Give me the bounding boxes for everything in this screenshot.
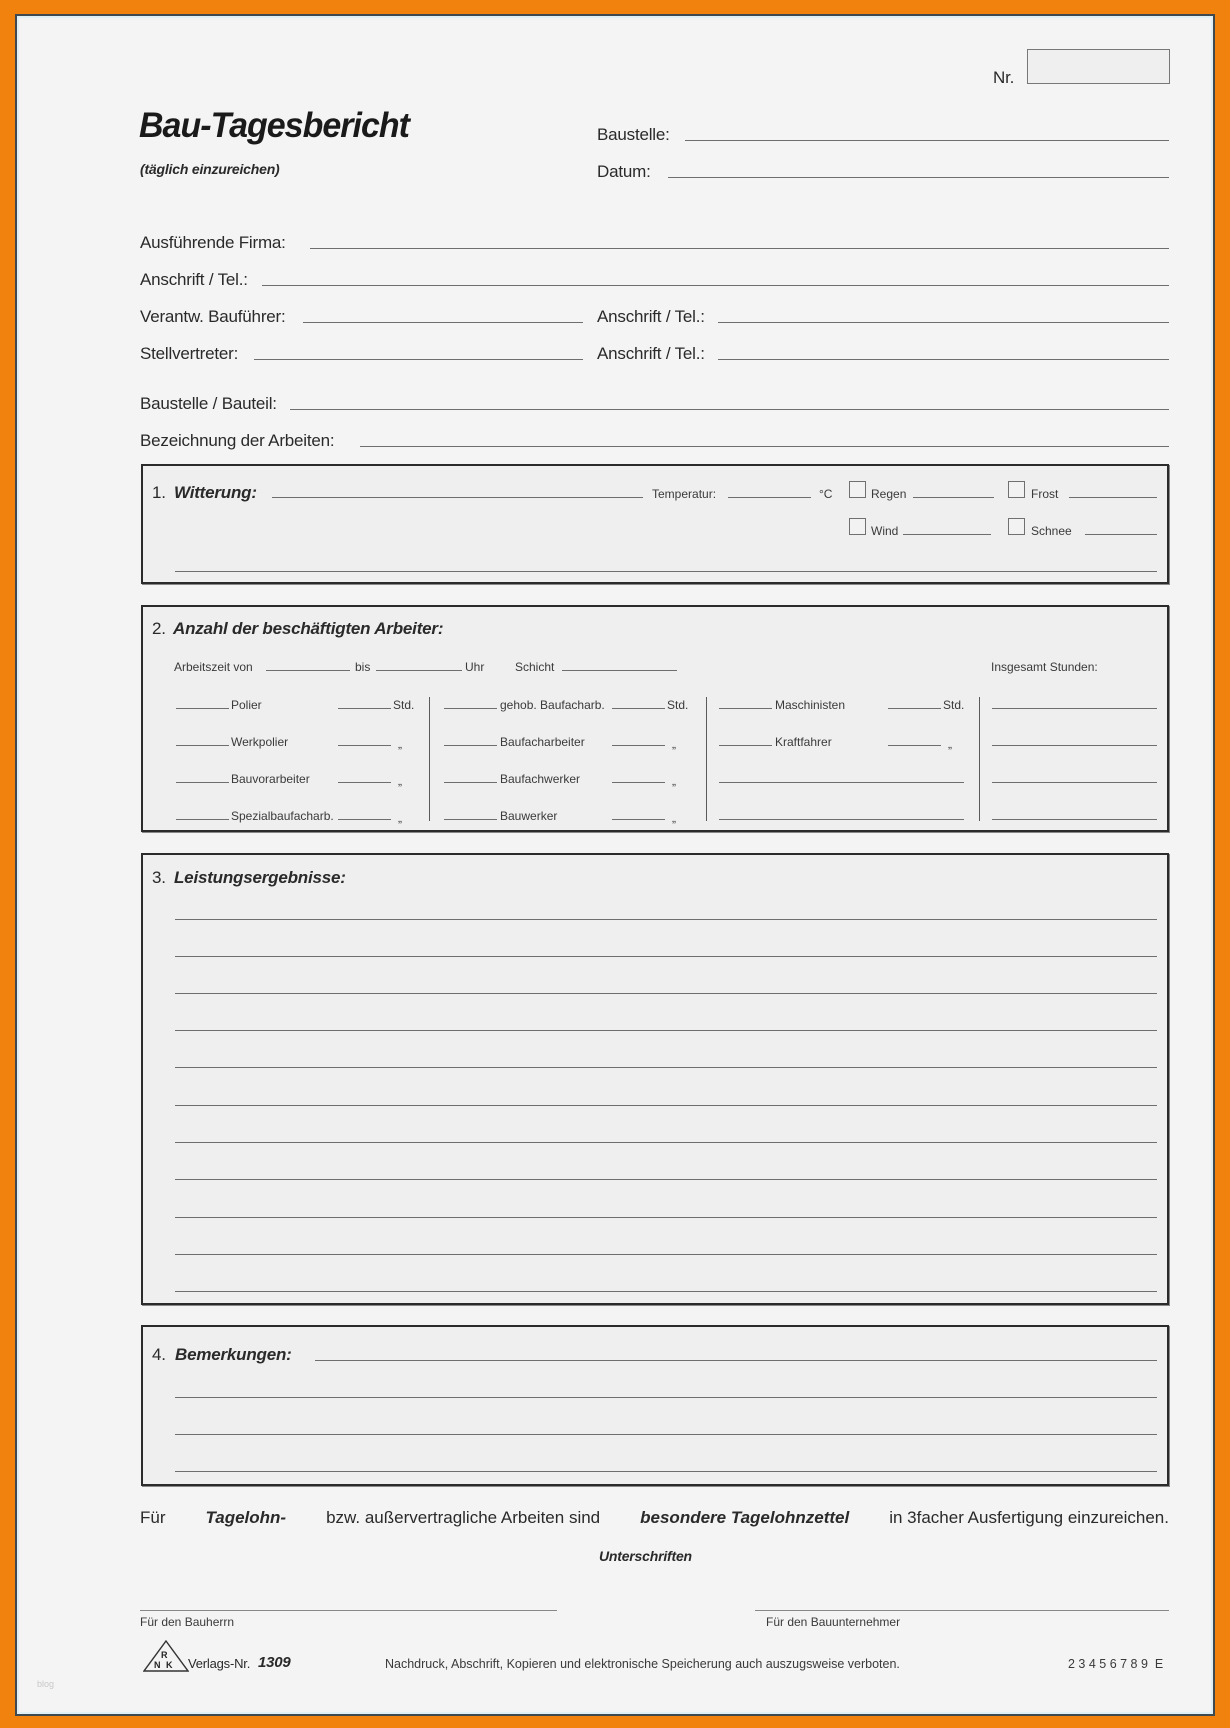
section1-heading: Witterung:	[174, 483, 257, 502]
baufacharbeiter-count-field[interactable]	[444, 745, 497, 746]
spezialbaufacharb-unit: „	[398, 811, 402, 825]
schnee-checkbox[interactable]	[1008, 518, 1025, 535]
schnee-label: Schnee	[1031, 524, 1072, 538]
bauvorarbeiter-hours-field[interactable]	[338, 782, 391, 783]
stellvertreter-label: Stellvertreter:	[140, 344, 239, 363]
frost-field[interactable]	[1069, 497, 1157, 498]
polier-hours-field[interactable]	[338, 708, 391, 709]
baustelle-label: Baustelle:	[597, 125, 670, 144]
werkpolier-count-field[interactable]	[176, 745, 229, 746]
leistung-line[interactable]	[175, 1291, 1157, 1292]
page-subtitle: (täglich einzureichen)	[140, 161, 280, 177]
frost-label: Frost	[1031, 487, 1059, 501]
notice-part4: besondere Tagelohnzettel	[640, 1508, 850, 1527]
leistung-line[interactable]	[175, 993, 1157, 994]
maschinisten-label: Maschinisten	[775, 698, 846, 712]
signatures-heading: Unterschriften	[599, 1548, 692, 1564]
anschrift-label: Anschrift / Tel.:	[140, 270, 248, 289]
baufachwerker-unit: „	[672, 774, 676, 788]
column-divider	[706, 697, 707, 821]
polier-unit: Std.	[393, 698, 415, 712]
maschinisten-hours-field[interactable]	[888, 708, 941, 709]
kraftfahrer-count-field[interactable]	[719, 745, 772, 746]
arbeiten-field[interactable]	[360, 446, 1169, 447]
section2-heading: Anzahl der beschäftigten Arbeiter:	[173, 619, 444, 638]
arbeiten-label: Bezeichnung der Arbeiten:	[140, 431, 335, 450]
notice-part2: Tagelohn-	[205, 1508, 287, 1527]
bauleiter-anschrift-field[interactable]	[718, 322, 1169, 323]
nr-label: Nr.	[993, 68, 1015, 87]
logo-letter-n: N	[154, 1660, 161, 1670]
kraftfahrer-label: Kraftfahrer	[775, 735, 832, 749]
bauvorarbeiter-count-field[interactable]	[176, 782, 229, 783]
bauherr-label: Für den Bauherrn	[140, 1615, 235, 1629]
total-hours-field[interactable]	[992, 745, 1157, 746]
gehob-baufacharb-hours-field[interactable]	[612, 708, 665, 709]
leistung-line[interactable]	[175, 919, 1157, 920]
column-divider	[429, 697, 430, 821]
section-bemerkungen	[141, 1325, 1169, 1486]
wind-label: Wind	[871, 524, 899, 538]
bauteil-field[interactable]	[290, 409, 1169, 410]
notice-part1: Für	[140, 1508, 166, 1527]
extra-worker-field[interactable]	[719, 782, 964, 783]
notice-part5: in 3facher Ausfertigung einzureichen.	[889, 1508, 1169, 1527]
bauwerker-count-field[interactable]	[444, 819, 497, 820]
gehob-baufacharb-label: gehob. Baufacharb.	[500, 698, 605, 712]
temperatur-unit: °C	[819, 487, 833, 501]
baufacharbeiter-unit: „	[672, 737, 676, 751]
wind-checkbox[interactable]	[849, 518, 866, 535]
witterung-extra-field[interactable]	[175, 571, 1157, 572]
bauvorarbeiter-unit: „	[398, 774, 402, 788]
nr-field[interactable]	[1027, 49, 1170, 84]
arbeitszeit-bis-field[interactable]	[376, 670, 462, 671]
bauvorarbeiter-label: Bauvorarbeiter	[231, 772, 310, 786]
baufachwerker-count-field[interactable]	[444, 782, 497, 783]
verlag-number: 1309	[258, 1654, 291, 1671]
werkpolier-label: Werkpolier	[231, 735, 289, 749]
spezialbaufacharb-hours-field[interactable]	[338, 819, 391, 820]
baufachwerker-label: Baufachwerker	[500, 772, 581, 786]
bemerkung-line[interactable]	[315, 1360, 1157, 1361]
total-hours-field[interactable]	[992, 819, 1157, 820]
tagelohn-notice	[140, 1508, 1169, 1528]
arbeitszeit-von-field[interactable]	[266, 670, 350, 671]
polier-label: Polier	[231, 698, 262, 712]
bauwerker-hours-field[interactable]	[612, 819, 665, 820]
bauleiter-anschrift-label: Anschrift / Tel.:	[597, 307, 705, 326]
leistung-line[interactable]	[175, 1105, 1157, 1106]
notice-part3: bzw. außervertragliche Arbeiten sind	[326, 1508, 601, 1527]
bauteil-label: Baustelle / Bauteil:	[140, 394, 277, 413]
leistung-line[interactable]	[175, 1067, 1157, 1068]
maschinisten-unit: Std.	[943, 698, 965, 712]
werkpolier-hours-field[interactable]	[338, 745, 391, 746]
arbeitszeit-label: Arbeitszeit von	[174, 660, 253, 674]
copyright-notice: Nachdruck, Abschrift, Kopieren und elektronische Speicherung auch auszugsweise verboten.	[385, 1657, 900, 1671]
regen-checkbox[interactable]	[849, 481, 866, 498]
logo-letter-r: R	[161, 1650, 168, 1660]
baustelle-field[interactable]	[685, 140, 1169, 141]
stellvertreter-field[interactable]	[254, 359, 583, 360]
leistung-line[interactable]	[175, 1254, 1157, 1255]
regen-label: Regen	[871, 487, 907, 501]
bauherr-signature-field[interactable]	[140, 1610, 557, 1611]
uhr-label: Uhr	[465, 660, 485, 674]
verlag-label: Verlags-Nr.	[188, 1656, 251, 1671]
unternehmer-label: Für den Bauunternehmer	[766, 1615, 901, 1629]
bemerkung-line[interactable]	[175, 1397, 1157, 1398]
leistung-line[interactable]	[175, 1179, 1157, 1180]
schicht-label: Schicht	[515, 660, 555, 674]
gehob-baufacharb-count-field[interactable]	[444, 708, 497, 709]
leistung-line[interactable]	[175, 1142, 1157, 1143]
watermark: blog	[37, 1679, 55, 1689]
leistung-line[interactable]	[175, 1217, 1157, 1218]
temperatur-field[interactable]	[728, 497, 811, 498]
section3-number: 3.	[152, 868, 166, 887]
stellvertreter-anschrift-field[interactable]	[718, 359, 1169, 360]
anschrift-field[interactable]	[262, 285, 1169, 286]
total-hours-field[interactable]	[992, 708, 1157, 709]
page-title: Bau-Tagesbericht	[139, 106, 409, 145]
section4-heading: Bemerkungen:	[175, 1345, 292, 1364]
maschinisten-count-field[interactable]	[719, 708, 772, 709]
unternehmer-signature-field[interactable]	[755, 1610, 1169, 1611]
section-arbeiter	[141, 605, 1169, 832]
section-leistungsergebnisse	[141, 853, 1169, 1305]
bauleiter-label: Verantw. Bauführer:	[140, 307, 286, 326]
section2-number: 2.	[152, 619, 166, 638]
section3-heading: Leistungsergebnisse:	[174, 868, 346, 887]
baufacharbeiter-hours-field[interactable]	[612, 745, 665, 746]
leistung-line[interactable]	[175, 956, 1157, 957]
bauleiter-field[interactable]	[303, 322, 583, 323]
insgesamt-label: Insgesamt Stunden:	[991, 660, 1098, 674]
column-divider	[979, 697, 980, 821]
bis-label: bis	[355, 660, 371, 674]
spezialbaufacharb-label: Spezialbaufacharb.	[231, 809, 334, 823]
baufachwerker-hours-field[interactable]	[612, 782, 665, 783]
leistung-line[interactable]	[175, 1030, 1157, 1031]
schnee-field[interactable]	[1085, 534, 1157, 535]
firma-field[interactable]	[310, 248, 1169, 249]
bemerkung-line[interactable]	[175, 1471, 1157, 1472]
baufacharbeiter-label: Baufacharbeiter	[500, 735, 585, 749]
datum-label: Datum:	[597, 162, 651, 181]
regen-field[interactable]	[913, 497, 994, 498]
schicht-field[interactable]	[562, 670, 677, 671]
kraftfahrer-hours-field[interactable]	[888, 745, 941, 746]
stellvertreter-anschrift-label: Anschrift / Tel.:	[597, 344, 705, 363]
total-hours-field[interactable]	[992, 782, 1157, 783]
print-code: 2 3 4 5 6 7 8 9 E	[1068, 1657, 1164, 1671]
kraftfahrer-unit: „	[948, 737, 952, 751]
wind-field[interactable]	[903, 534, 991, 535]
extra-worker-field[interactable]	[719, 819, 964, 820]
spezialbaufacharb-count-field[interactable]	[176, 819, 229, 820]
bauwerker-unit: „	[672, 811, 676, 825]
temperatur-label: Temperatur:	[652, 487, 717, 501]
frost-checkbox[interactable]	[1008, 481, 1025, 498]
polier-count-field[interactable]	[176, 708, 229, 709]
werkpolier-unit: „	[398, 737, 402, 751]
firma-label: Ausführende Firma:	[140, 233, 286, 252]
section1-number: 1.	[152, 483, 166, 502]
witterung-field[interactable]	[272, 497, 643, 498]
bauwerker-label: Bauwerker	[500, 809, 558, 823]
gehob-baufacharb-unit: Std.	[667, 698, 689, 712]
bemerkung-line[interactable]	[175, 1434, 1157, 1435]
datum-field[interactable]	[668, 177, 1169, 178]
logo-letter-k: K	[166, 1660, 173, 1670]
section4-number: 4.	[152, 1345, 166, 1364]
